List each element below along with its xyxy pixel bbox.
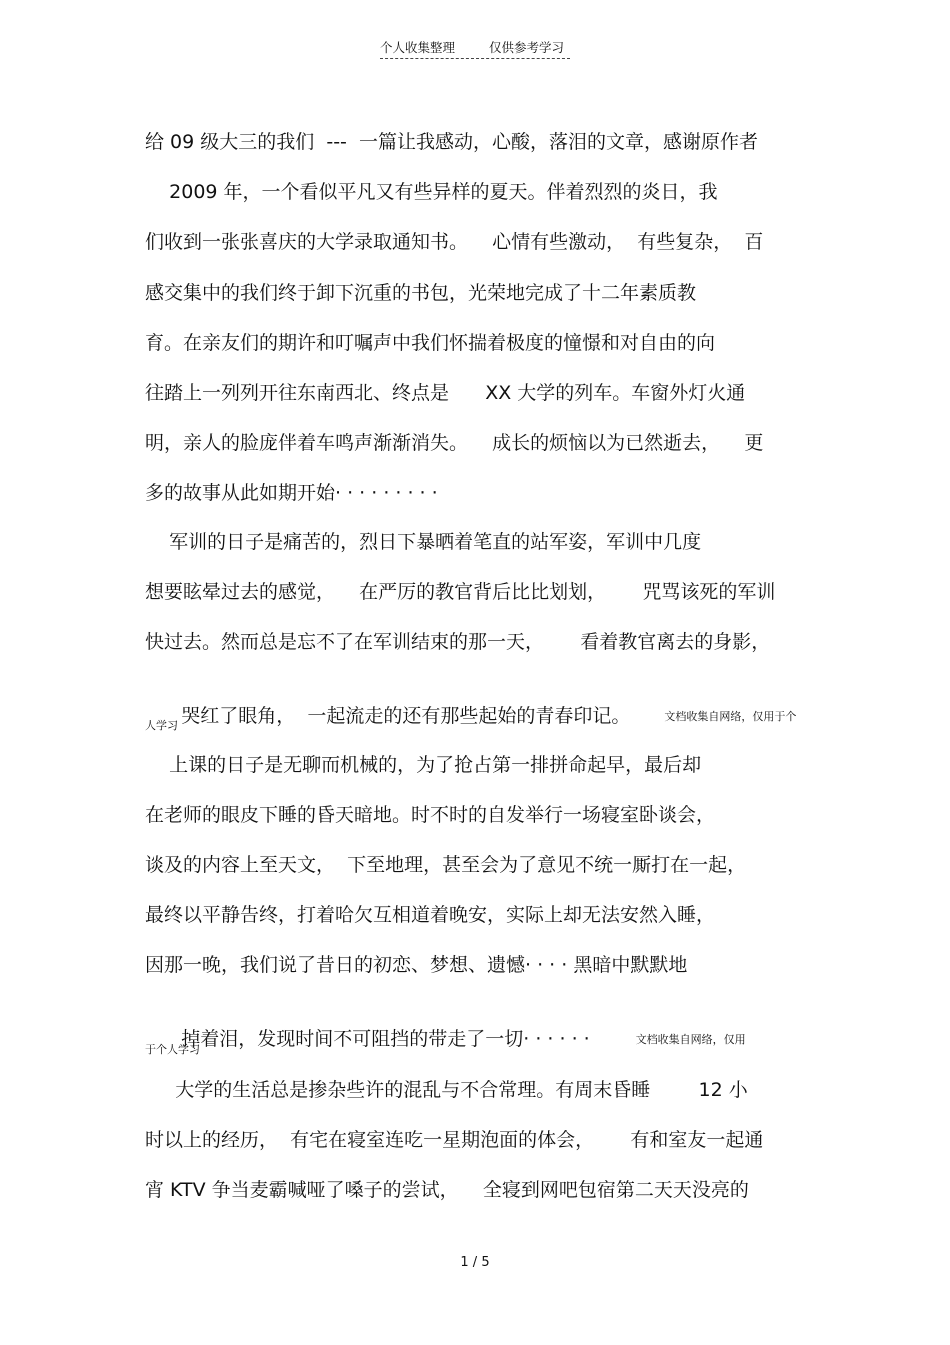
paragraph-line: 明，亲人的脸庞伴着车鸣声渐渐消失。 成长的烦恼以为已然逝去， 更 xyxy=(145,432,764,454)
paragraph-line: 上课的日子是无聊而机械的，为了抢占第一排拼命起早，最后却 xyxy=(145,754,702,776)
header-right-text: 仅供参考学习 xyxy=(489,40,565,55)
header-left-text: 个人收集整理 xyxy=(380,40,456,55)
paragraph-line: 们收到一张张喜庆的大学录取通知书。 心情有些激动， 有些复杂， 百 xyxy=(145,231,764,253)
paragraph-line: 宵 KTV 争当麦霸喊哑了嗓子的尝试， 全寝到网吧包宿第二天天没亮的 xyxy=(145,1179,749,1201)
paragraph-line: 大学的生活总是掺杂些许的混乱与不合常理。有周末昏睡 12 小 xyxy=(145,1079,748,1101)
paragraph-text: 哭红了眼角， 一起流走的还有那些起始的青春印记。 xyxy=(181,705,631,727)
paragraph-line: 因那一晚，我们说了昔日的初恋、梦想、遗憾· · · · 黑暗中默默地 xyxy=(145,954,688,976)
paragraph-line: 军训的日子是痛苦的，烈日下暴晒着笔直的站军姿，军训中几度 xyxy=(145,531,702,553)
paragraph-line: 育。在亲友们的期许和叮嘱声中我们怀揣着极度的憧憬和对自由的向 xyxy=(145,332,716,354)
paragraph-line-with-note xyxy=(145,680,807,753)
source-note: 文档收集自网络，仅用于个 xyxy=(664,710,797,723)
paragraph-line: 谈及的内容上至天文， 下至地理，甚至会为了意见不统一厮打在一起， xyxy=(145,854,747,876)
document-title: 给 09 级大三的我们 --- 一篇让我感动，心酸，落泪的文章，感谢原作者 xyxy=(145,131,758,153)
paragraph-line: 想要眩晕过去的感觉， 在严厉的教官背后比比划划， 咒骂该死的军训 xyxy=(145,581,776,603)
page-number: 1 / 5 xyxy=(460,1255,490,1270)
paragraph-line: 感交集中的我们终于卸下沉重的书包，光荣地完成了十二年素质教 xyxy=(145,282,697,304)
paragraph-line: 在老师的眼皮下睡的昏天暗地。时不时的自发举行一场寝室卧谈会， xyxy=(145,804,716,826)
paragraph-line: 快过去。然而总是忘不了在军训结束的那一天， 看着教官离去的身影， xyxy=(145,631,771,653)
paragraph-line: 时以上的经历， 有宅在寝室连吃一星期泡面的体会， 有和室友一起通 xyxy=(145,1129,764,1151)
paragraph-line: 2009 年，一个看似平凡又有些异样的夏天。伴着烈烈的炎日，我 xyxy=(145,181,718,203)
source-note: 文档收集自网络，仅用 xyxy=(635,1033,746,1046)
source-note-wrap: 人学习 xyxy=(145,719,178,732)
paragraph-line: 多的故事从此如期开始· · · · · · · · · xyxy=(145,482,438,504)
source-note-wrap: 于个人学习 xyxy=(145,1043,200,1056)
paragraph-text: 掉着泪，发现时间不可阻挡的带走了一切· · · · · · xyxy=(181,1028,590,1050)
page-header xyxy=(380,40,570,59)
paragraph-line: 最终以平静告终，打着哈欠互相道着晚安，实际上却无法安然入睡， xyxy=(145,904,716,926)
paragraph-line: 往踏上一列列开往东南西北、终点是 XX 大学的列车。车窗外灯火通 xyxy=(145,382,746,404)
paragraph-line-with-note xyxy=(145,1003,807,1076)
